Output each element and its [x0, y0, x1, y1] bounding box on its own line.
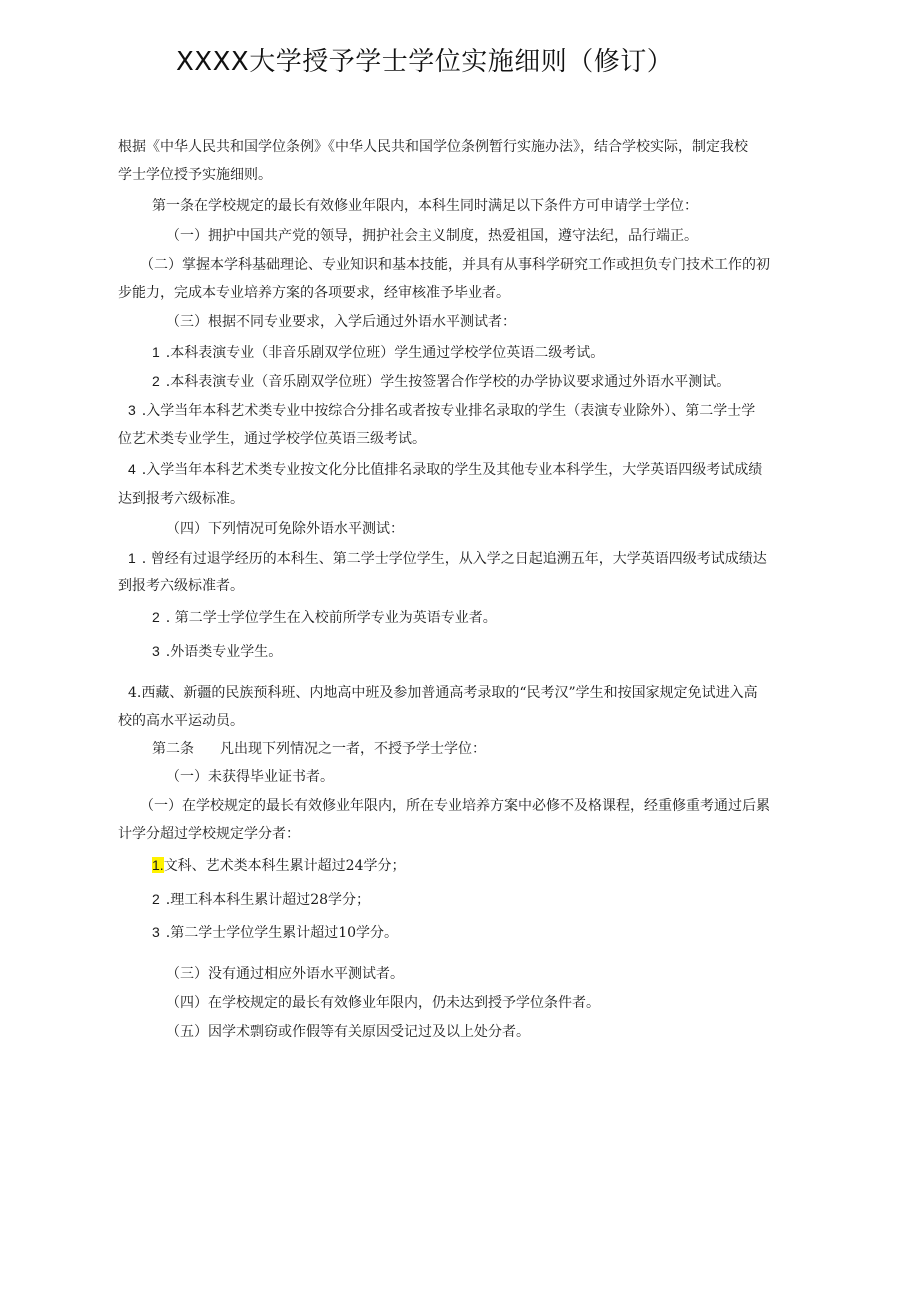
- document-title: XXXX大学授予学士学位实施细则（修订）: [176, 47, 674, 77]
- article2-clause-5: （五）因学术剽窃或作假等有关原因受记过及以上处分者。: [166, 1024, 530, 1040]
- c3-item-3-line-2: 位艺术类专业学生，通过学校学位英语三级考试。: [118, 431, 426, 447]
- item-number: 3: [128, 402, 136, 418]
- item-text: . 曾经有过退学经历的本科生、第二学士学位学生，从入学之日起追溯五年，大学英语四级考试成绩达: [141, 551, 767, 567]
- article1-clause-1: （一）拥护中国共产党的领导，拥护社会主义制度，热爱祖国，遵守法纪，品行端正。: [166, 228, 698, 244]
- article2-clause-2-line-2: 计学分超过学校规定学分者：: [118, 826, 300, 842]
- item-text: . 第二学士学位学生在入校前所学专业为英语专业者。: [165, 610, 497, 626]
- c3-item-3-line-1: [128, 395, 755, 426]
- a2-item-3: [152, 917, 398, 948]
- item-text: .入学当年本科艺术类专业中按综合分排名或者按专业排名录取的学生（表演专业除外）、第二学士学: [141, 403, 756, 419]
- article1-clause-4: （四）下列情况可免除外语水平测试：: [166, 521, 404, 537]
- c4-item-3: [152, 636, 282, 667]
- item-text: .外语类专业学生。: [165, 644, 283, 660]
- item-number: 1: [152, 344, 160, 360]
- item-text: 文科、艺术类本科生累计超过24学分；: [163, 858, 406, 874]
- article1-clause-2-line-2: 步能力，完成本专业培养方案的各项要求，经审核准予毕业者。: [118, 285, 510, 301]
- c4-item-4-line-2: 校的高水平运动员。: [118, 713, 244, 729]
- c4-item-4-line-1: 4.西藏、新疆的民族预科班、内地高中班及参加普通高考录取的“民考汉”学生和按国家规定免试进入高: [128, 685, 758, 701]
- item-number: 3: [152, 924, 160, 940]
- c4-item-1-line-2: 到报考六级标准者。: [118, 578, 244, 594]
- a2-item-1: [152, 850, 406, 881]
- preamble-line-1: 根据《中华人民共和国学位条例》《中华人民共和国学位条例暂行实施办法》，结合学校实际，制定我校: [118, 139, 748, 155]
- a2-item-2: [152, 884, 370, 915]
- article1-clause-3: （三）根据不同专业要求，入学后通过外语水平测试者：: [166, 314, 516, 330]
- article2-text: 凡出现下列情况之一者，不授予学士学位：: [220, 741, 486, 757]
- c3-item-4-line-1: [128, 454, 762, 485]
- item-number: 4: [128, 461, 136, 477]
- article1-clause-2-line-1: （二）掌握本学科基础理论、专业知识和基本技能，并具有从事科学研究工作或担负专门技术工作的初: [140, 257, 770, 273]
- highlighted-item-number: 1.: [152, 857, 164, 873]
- item-number: 2: [152, 609, 160, 625]
- item-number: 1: [128, 550, 136, 566]
- item-text: .本科表演专业（音乐剧双学位班）学生按签署合作学校的办学协议要求通过外语水平测试。: [165, 374, 731, 390]
- c3-item-1: [152, 337, 604, 368]
- article2-clause-3: （三）没有通过相应外语水平测试者。: [166, 966, 404, 982]
- c4-item-2: [152, 602, 497, 633]
- article2-heading: [152, 734, 486, 764]
- item-text: .本科表演专业（非音乐剧双学位班）学生通过学校学位英语二级考试。: [165, 345, 605, 361]
- item-text: .理工科本科生累计超过28学分；: [165, 892, 371, 908]
- c4-item-1-line-1: [128, 543, 767, 574]
- item-text: .第二学士学位学生累计超过10学分。: [165, 925, 399, 941]
- article1-heading: 第一条在学校规定的最长有效修业年限内，本科生同时满足以下条件方可申请学士学位：: [152, 198, 698, 214]
- article2-label: 第二条: [152, 741, 194, 757]
- item-number: 2: [152, 373, 160, 389]
- article2-clause-2-line-1: （一）在学校规定的最长有效修业年限内，所在专业培养方案中必修不及格课程，经重修重考通过后累: [140, 798, 770, 814]
- item-number: 2: [152, 891, 160, 907]
- preamble-line-2: 学士学位授予实施细则。: [118, 167, 272, 183]
- item-number: 3: [152, 643, 160, 659]
- article2-clause-1: （一）未获得毕业证书者。: [166, 769, 334, 785]
- item-text: .入学当年本科艺术类专业按文化分比值排名录取的学生及其他专业本科学生，大学英语四级考试成绩: [141, 462, 763, 478]
- article2-clause-4: （四）在学校规定的最长有效修业年限内，仍未达到授予学位条件者。: [166, 995, 600, 1011]
- c3-item-2: [152, 366, 730, 397]
- c3-item-4-line-2: 达到报考六级标准。: [118, 491, 244, 507]
